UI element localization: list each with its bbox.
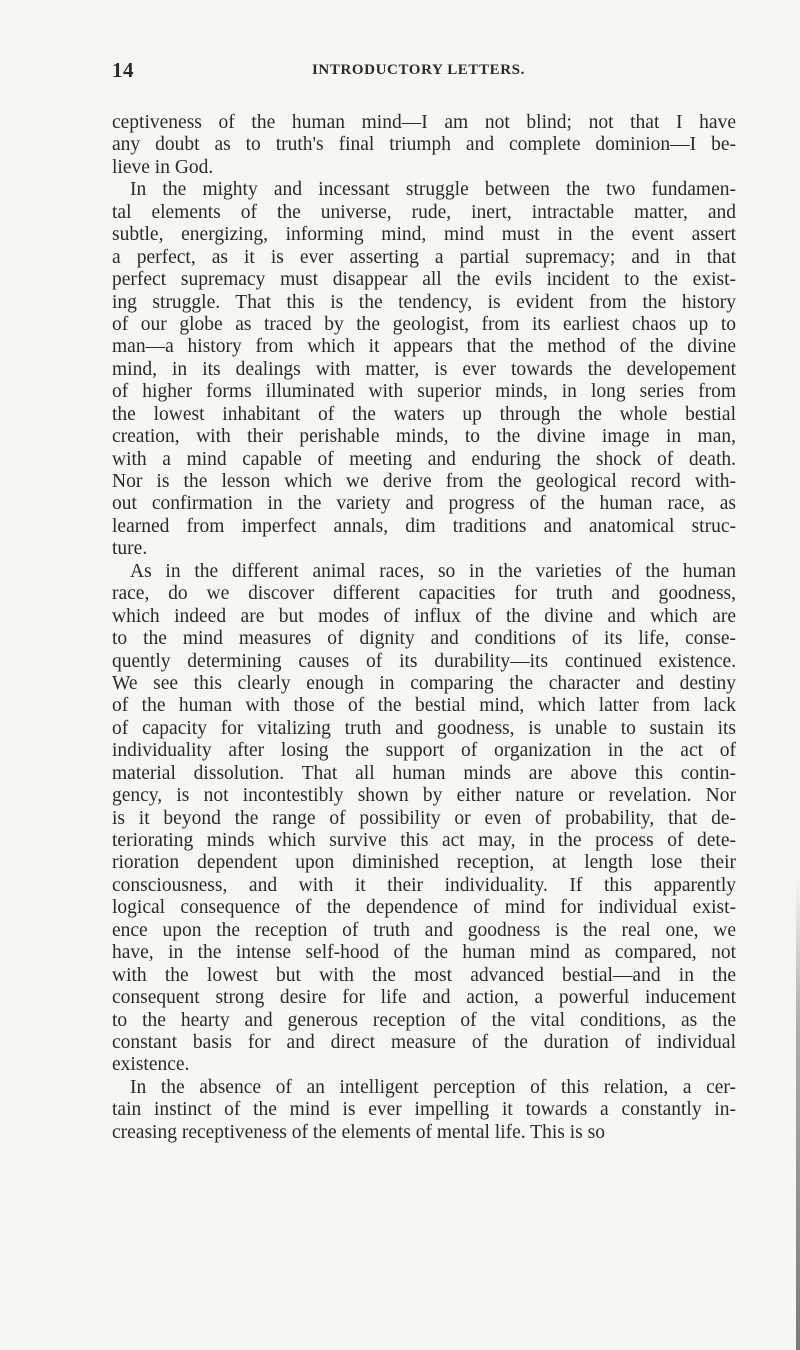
text-line: quently determining causes of its durability—its continued existence. bbox=[112, 650, 736, 672]
text-line: tain instinct of the mind is ever impelling it towards a constantly in- bbox=[112, 1099, 736, 1121]
text-line: consciousness, and with it their individuality. If this apparently bbox=[112, 874, 736, 896]
text-line: ing struggle. That this is the tendency, is evident from the history bbox=[112, 291, 736, 313]
text-line: ceptiveness of the human mind—I am not blind; not that I have bbox=[112, 112, 736, 133]
text-line: have, in the intense self-hood of the human mind as compared, not bbox=[112, 942, 736, 964]
text-line: a perfect, as it is ever asserting a partial supremacy; and in that bbox=[112, 246, 736, 268]
text-line: teriorating minds which survive this act may, in the process of dete- bbox=[112, 830, 736, 851]
text-line: any doubt as to truth's final triumph and complete dominion—I be- bbox=[112, 134, 736, 156]
text-line: individuality after losing the support of organization in the act of bbox=[112, 740, 736, 762]
text-line: with the lowest but with the most advanced bestial—and in the bbox=[112, 964, 736, 986]
text-line: of our globe as traced by the geologist, from its earliest chaos up to bbox=[112, 313, 736, 335]
text-line: to the mind measures of dignity and conditions of its life, conse- bbox=[112, 628, 736, 650]
body-text bbox=[112, 112, 736, 1144]
text-line: creasing receptiveness of the elements of mental life. This is so bbox=[112, 1121, 605, 1143]
page-header bbox=[112, 58, 732, 82]
text-line: existence. bbox=[112, 1054, 190, 1076]
text-line: tal elements of the universe, rude, inert, intractable matter, and bbox=[112, 201, 736, 223]
text-line: Nor is the lesson which we derive from the geological record with- bbox=[112, 471, 736, 492]
text-line: out confirmation in the variety and progress of the human race, as bbox=[112, 493, 736, 515]
text-line: ture. bbox=[112, 538, 148, 560]
text-line: lieve in God. bbox=[112, 156, 214, 178]
text-line: the lowest inhabitant of the waters up through the whole bestial bbox=[112, 403, 736, 425]
text-line: is it beyond the range of possibility or even of probability, that de- bbox=[112, 807, 736, 829]
text-line: ence upon the reception of truth and goodness is the real one, we bbox=[112, 919, 736, 941]
text-line: of the human with those of the bestial mind, which latter from lack bbox=[112, 695, 736, 717]
text-line: of higher forms illuminated with superior minds, in long series from bbox=[112, 381, 736, 403]
text-line: with a mind capable of meeting and enduring the shock of death. bbox=[112, 448, 736, 470]
page-number: 14 bbox=[112, 58, 134, 82]
text-line: gency, is not incontestibly shown by either nature or revelation. Nor bbox=[112, 785, 736, 807]
text-line: consequent strong desire for life and action, a powerful inducement bbox=[112, 987, 736, 1009]
text-line: man—a history from which it appears that the method of the divine bbox=[112, 336, 736, 358]
text-line: As in the different animal races, so in the varieties of the human bbox=[130, 560, 736, 582]
text-line: perfect supremacy must disappear all the evils incident to the exist- bbox=[112, 269, 736, 291]
text-line: creation, with their perishable minds, to the divine image in man, bbox=[112, 426, 736, 448]
running-head: INTRODUCTORY LETTERS. bbox=[312, 62, 525, 78]
text-line: subtle, energizing, informing mind, mind must in the event assert bbox=[112, 224, 736, 246]
text-line: rioration dependent upon diminished reception, at length lose their bbox=[112, 852, 736, 874]
text-line: In the mighty and incessant struggle between the two fundamen- bbox=[130, 179, 736, 201]
text-line: learned from imperfect annals, dim traditions and anatomical struc- bbox=[112, 515, 736, 537]
text-line: constant basis for and direct measure of the duration of individual bbox=[112, 1031, 736, 1053]
text-line: which indeed are but modes of influx of the divine and which are bbox=[112, 605, 736, 627]
text-line: mind, in its dealings with matter, is ever towards the developement bbox=[112, 358, 736, 380]
text-line: material dissolution. That all human minds are above this contin- bbox=[112, 762, 736, 784]
text-line: We see this clearly enough in comparing the character and destiny bbox=[112, 672, 736, 694]
text-line: race, do we discover different capacities for truth and goodness, bbox=[112, 583, 736, 605]
text-line: to the hearty and generous reception of the vital conditions, as the bbox=[112, 1009, 736, 1031]
text-line: In the absence of an intelligent perception of this relation, a cer- bbox=[130, 1076, 736, 1098]
page-edge-shadow bbox=[796, 880, 800, 1350]
text-line: of capacity for vitalizing truth and goodness, is unable to sustain its bbox=[112, 717, 736, 739]
text-line: logical consequence of the dependence of mind for individual exist- bbox=[112, 897, 736, 919]
